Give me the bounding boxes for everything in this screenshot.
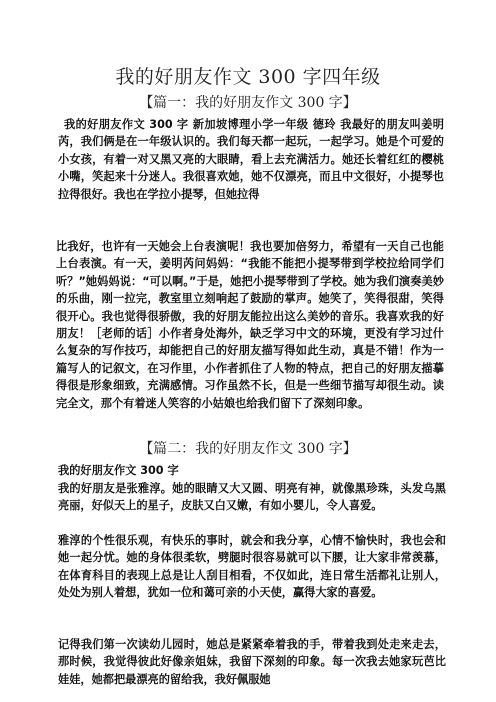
section-heading-1: 【篇一：我的好朋友作文 300 字】 xyxy=(139,95,357,111)
section-2-paragraph-2: 我的好朋友是张雅淳。她的眼睛又大又圆、明亮有神，就像黑珍珠，头发乌黑亮丽，好似天上的星子，皮肤又白又嫩，有如小婴儿，令人喜爱。 xyxy=(58,482,446,513)
section-1-paragraph-1: 我的好朋友作文 300 字 新加坡博理小学一年级 德玲 我最好的朋友叫姜明芮，我们俩是在一年级认识的。我们每天都一起玩，一起学习。她是个可爱的小女孩，有着一对又黑又亮的大眼睛，看上去充满活力。她还长着红红的樱桃小嘴，笑起来十分迷人。我很喜欢她，她不仅漂亮，而且中文很好，小提琴也拉得很好。我也在学拉小提琴，但她拉得 xyxy=(58,118,444,201)
section-2-paragraph-1: 我的好朋友作文 300 字 xyxy=(58,464,179,477)
document-title: 我的好朋友作文 300 字四年级 xyxy=(115,66,381,88)
section-2-paragraph-4: 记得我们第一次读幼儿园时，她总是紧紧牵着我的手，带着我到处走来走去，那时候，我觉得彼此好像亲姐妹，我留下深刻的印象。每一次我去她家玩芭比娃娃，她都把最漂亮的留给我，我好佩服她 xyxy=(58,638,446,686)
section-heading-2: 【篇二：我的好朋友作文 300 字】 xyxy=(139,441,357,457)
section-1-paragraph-2: 比我好，也许有一天她会上台表演呢！我也要加倍努力，希望有一天自己也能上台表演。有一天，姜明芮问妈妈：“我能不能把小提琴带到学校拉给同学们听？”她妈妈说：“可以啊。”于是，她把小提琴带到了学校。她为我们演奏美妙的乐曲，刚一拉完，教室里立刻响起了鼓励的掌声。她笑了，笑得很甜，笑得很开心。我也觉得很骄傲，我的好朋友能拉出这么美妙的音乐。我喜欢我的好朋友！［老师的话］小作者身处海外，缺乏学习中文的环境，更没有学习过什么复杂的写作技巧，却能把自己的好朋友描写得如此生动，真是不错！作为一篇写人的记叙文，在习作里，小作者抓住了人物的特点，把自己的好朋友描摹得很是形象细致，充满感情。习作虽然不长，但是一些细节描写却很生动。读完全文，那个有着迷人笑容的小姑娘也给我们留下了深刻印象。 xyxy=(56,240,444,410)
section-2-paragraph-3: 雅淳的个性很乐观，有快乐的事时，就会和我分享，心情不愉快时，我也会和她一起分忧。她的身体很柔软，劈腿时很容易就可以下腰，让大家非常羡慕，在体育科目的表现上总是让人刮目相看，不仅如此，连日常生活都礼让别人，处处为别人着想，犹如一位和蔼可亲的小天使，赢得大家的喜爱。 xyxy=(58,534,446,600)
